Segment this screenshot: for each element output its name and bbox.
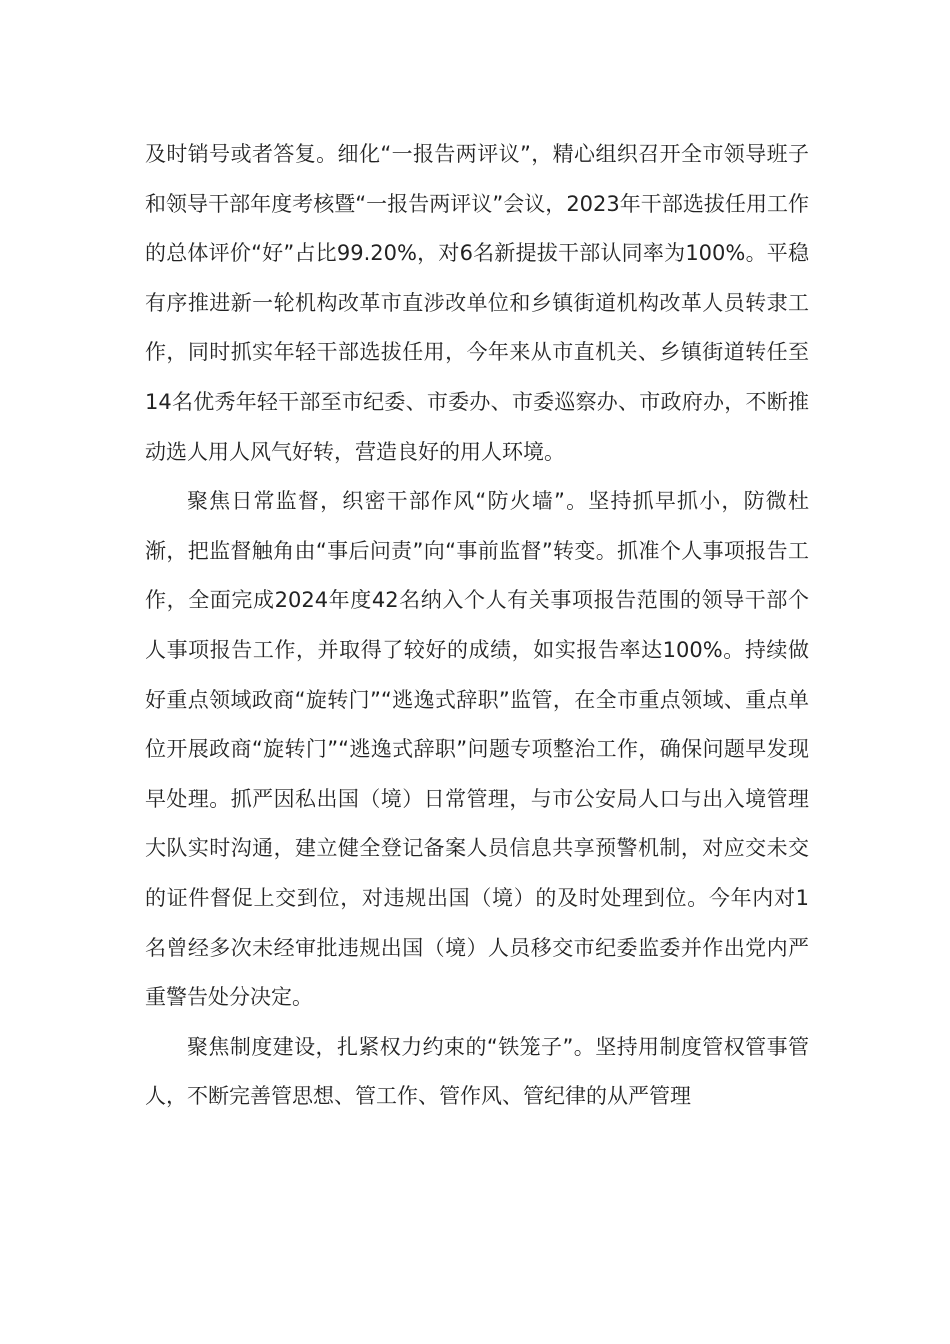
paragraph-continued: 及时销号或者答复。细化“一报告两评议”，精心组织召开全市领导班子和领导干部年度考核暨“一报告两评议”会议，2023年干部选拔任用工作的总体评价“好”占比99.20%，对6名新提拔干部认同率为100%。平稳有序推进新一轮机构改革市直涉改单位和乡镇街道机构改革人员转隶工作，同时抓实年轻干部选拔任用，今年来从市直机关、乡镇街道转任至14名优秀年轻干部至市纪委、市委办、市委巡察办、市政府办，不断推动选人用人风气好转，营造良好的用人环境。 <box>145 142 809 464</box>
paragraph-system-building: 聚焦制度建设，扎紧权力约束的“铁笼子”。坚持用制度管权管事管人，不断完善管思想、管工作、管作风、管纪律的从严管理 <box>145 1034 809 1109</box>
document-body <box>145 130 809 1122</box>
paragraph-daily-supervision: 聚焦日常监督，织密干部作风“防火墙”。坚持抓早抓小，防微杜渐，把监督触角由“事后问责”向“事前监督”转变。抓准个人事项报告工作，全面完成2024年度42名纳入个人有关事项报告范围的领导干部个人事项报告工作，并取得了较好的成绩，如实报告率达100%。持续做好重点领域政商“旋转门”“逃逸式辞职”监管，在全市重点领域、重点单位开展政商“旋转门”“逃逸式辞职”问题专项整治工作，确保问题早发现早处理。抓严因私出国（境）日常管理，与市公安局人口与出入境管理大队实时沟通，建立健全登记备案人员信息共享预警机制，对应交未交的证件督促上交到位，对违规出国（境）的及时处理到位。今年内对1名曾经多次未经审批违规出国（境）人员移交市纪委监委并作出党内严重警告处分决定。 <box>145 489 809 1010</box>
